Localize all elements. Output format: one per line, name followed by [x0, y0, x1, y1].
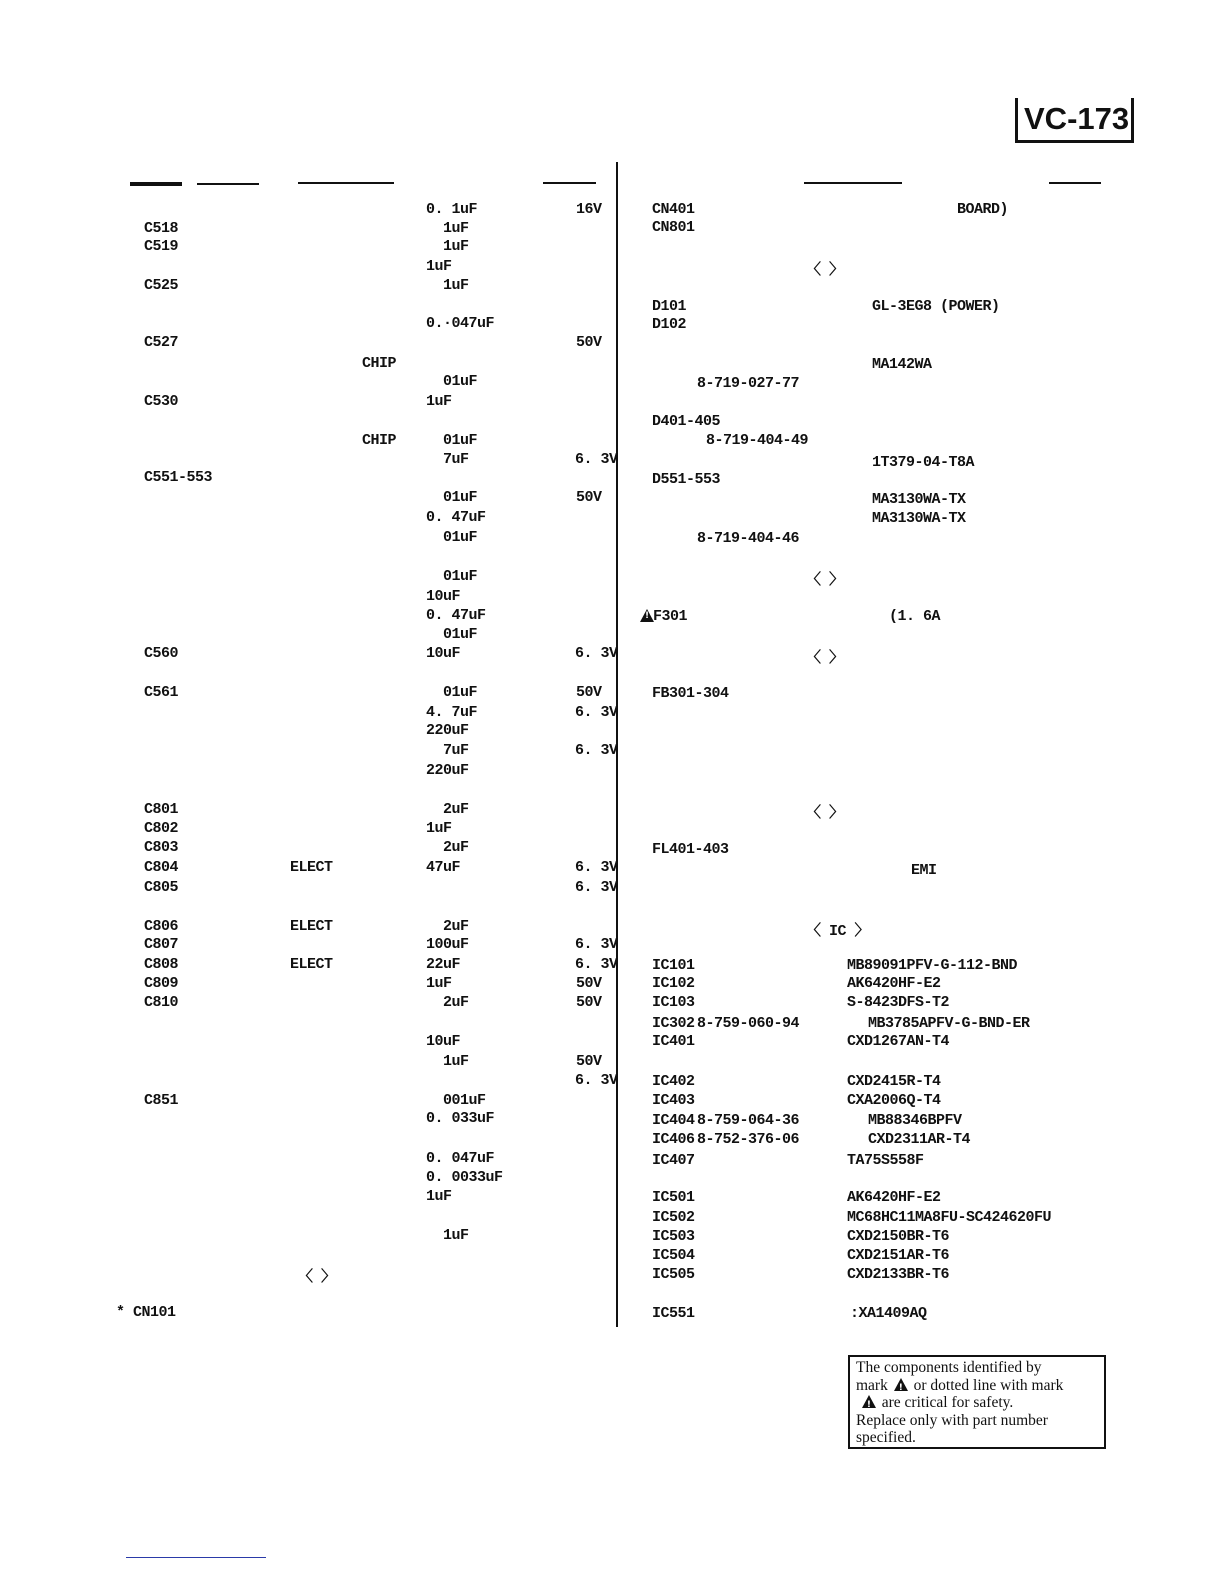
safety-note-line: Replace only with part number	[856, 1411, 1048, 1429]
safety-note-line: The components identified by	[856, 1359, 1042, 1376]
safety-note-line: specified.	[856, 1429, 916, 1446]
footer-rule	[126, 1557, 266, 1558]
safety-note	[848, 1355, 1106, 1449]
header-rule-rating	[543, 182, 596, 184]
header-rule-desc	[298, 182, 394, 184]
warning-triangle-icon	[894, 1378, 908, 1391]
safety-note-line: mark ! or dotted line with mark	[856, 1377, 1104, 1395]
header-rule-partno	[197, 183, 259, 185]
warning-triangle-icon	[862, 1395, 876, 1408]
header-rule-ref	[130, 182, 182, 186]
page-title: VC-173	[1015, 98, 1134, 143]
header-rule-remark-right	[1049, 182, 1101, 184]
safety-note-line: ! are critical for safety.	[856, 1394, 1104, 1412]
header-rule-desc-right	[804, 182, 902, 184]
